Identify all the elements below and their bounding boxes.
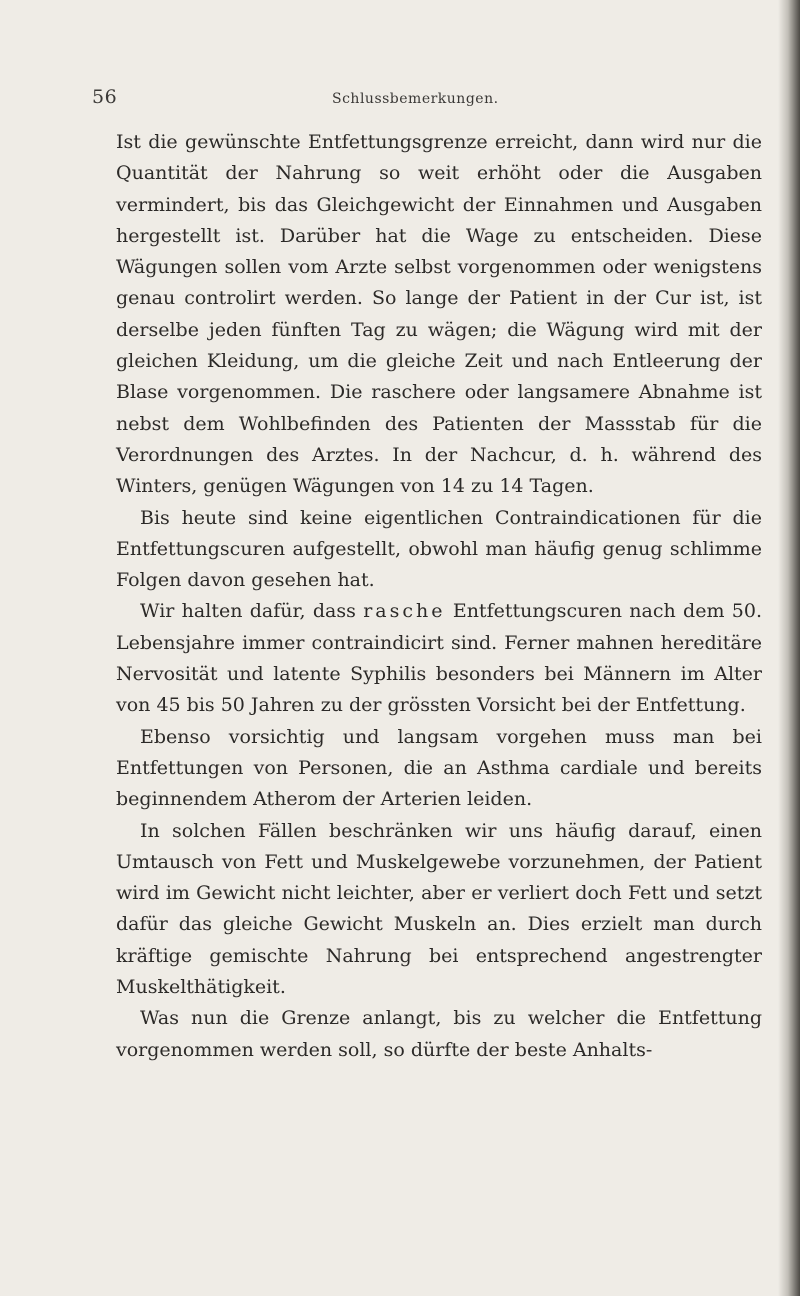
page-header [92,86,692,116]
emphasis-text: rasche [363,600,446,623]
page-edge-shadow [778,0,800,1296]
paragraph: Was nun die Grenze anlangt, bis zu welcher die Entfettung vorgenommen werden soll, so dürfte der beste Anhalts- [116,1007,762,1061]
paragraph: Ebenso vorsichtig und langsam vorgehen muss man bei Entfettungen von Personen, die an Asthma cardiale und bereits beginnendem Atherom der Arterien leiden. [116,725,762,811]
running-head: Schlussbemerkungen. [332,91,499,107]
paragraph-text: Entfettungscuren nach dem 50. Lebensjahre immer contraindicirt sind. Ferner mahnen hereditäre Nervosität und latente Syphilis besonders bei Männern im Alter von 45 bis 50 Jahren zu der grössten Vorsicht bei der Entfettung. [116,600,762,717]
paragraph: Ist die gewünschte Entfettungsgrenze erreicht, dann wird nur die Quantität der Nahrung so weit erhöht oder die Ausgaben vermindert, bis das Gleichgewicht der Einnahmen und Ausgaben hergestellt ist. Darüber hat die Wage zu entscheiden. Diese Wägungen sollen vom Arzte selbst vorgenommen oder wenigstens genau controlirt werden. So lange der Patient in der Cur ist, ist derselbe jeden fünften Tag zu wägen; die Wägung wird mit der gleichen Kleidung, um die gleiche Zeit und nach Entleerung der Blase vorgenommen. Die raschere oder langsamere Abnahme ist nebst dem Wohlbefinden des Patienten der Massstab für die Verordnungen des Arztes. In der Nachcur, d. h. während des Winters, genügen Wägungen von 14 zu 14 Tagen. [116,131,762,498]
body-text [116,127,762,1066]
paragraph: In solchen Fällen beschränken wir uns häufig darauf, einen Umtausch von Fett und Muskelgewebe vorzunehmen, der Patient wird im Gewicht nicht leichter, aber er verliert doch Fett und setzt dafür das gleiche Gewicht Muskeln an. Dies erzielt man durch kräftige gemischte Nahrung bei entsprechend angestrengter Muskelthätigkeit. [116,819,762,999]
paragraph: Bis heute sind keine eigentlichen Contraindicationen für die Entfettungscuren aufgestellt, obwohl man häufig genug schlimme Folgen davon gesehen hat. [116,506,762,592]
paragraph-text: Wir halten dafür, dass [140,600,364,623]
paragraph [116,596,762,721]
page-number: 56 [92,86,118,108]
